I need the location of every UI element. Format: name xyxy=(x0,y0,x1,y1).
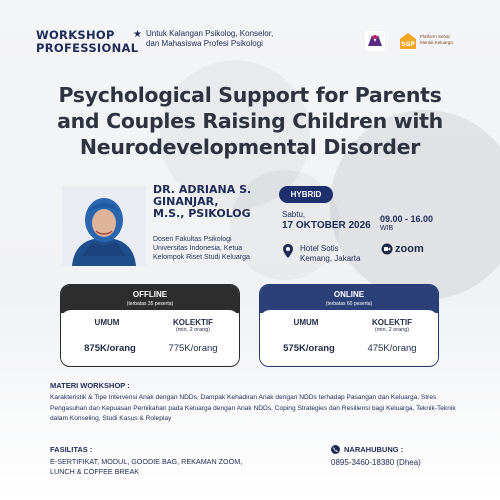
speaker-role-line: Dosen Fakultas Psikologi xyxy=(153,236,232,243)
mode-badge: HYBRID xyxy=(279,186,333,203)
partner-logo-icon xyxy=(398,31,418,51)
contact-number: 0895-3460-18380 (Dhea) xyxy=(331,458,421,467)
speaker-name xyxy=(153,184,278,220)
materi-text: Karakteristik & Tipe Intervensi Anak dengan NDDs, Dampak Kehadiran Anak dengan NDDs terhadap Pasangan dan Keluarga, Stres Pengasuhan dan Kepuasan Pernikahan pada Keluarga dengan Anak NDDs, Coping Strategies dan Resiliensi bagi Keluarga, Teknik-Teknik dalam Konseling, Studi Kasus & Roleplay xyxy=(50,394,456,422)
workshop-line: WORKSHOP xyxy=(36,28,115,42)
price-column-head: UMUM xyxy=(293,318,319,327)
fasilitas-heading: FASILITAS : xyxy=(50,445,93,454)
title-line: and Couples Raising Children with xyxy=(57,109,443,133)
price-mode-label: ONLINE xyxy=(333,290,365,299)
price-kolektif: 775K/orang xyxy=(168,343,218,354)
price-box-header xyxy=(61,285,239,313)
materi-heading: MATERI WORKSHOP : xyxy=(50,381,130,390)
workshop-label xyxy=(36,29,138,54)
svg-text:SGP: SGP xyxy=(401,41,415,48)
speaker-name-line: M.S., PSIKOLOG xyxy=(153,207,251,220)
audience-text xyxy=(146,29,316,49)
price-mode-label: OFFLINE xyxy=(132,290,168,299)
audience-note xyxy=(133,29,316,49)
price-column-head: UMUM xyxy=(94,318,120,327)
online-price-box xyxy=(259,284,439,367)
price-column-umum xyxy=(266,318,346,327)
event-day: Sabtu, xyxy=(282,210,306,219)
title-line: Psychological Support for Parents xyxy=(58,83,442,107)
video-camera-icon xyxy=(381,243,393,255)
event-time: 09.00 - 16.00 xyxy=(380,214,434,224)
contact-heading xyxy=(331,445,403,454)
event-timezone: WIB xyxy=(380,225,394,232)
speaker-photo xyxy=(62,186,146,266)
event-title xyxy=(30,82,470,160)
speaker-name-line: GINANJAR, xyxy=(153,195,219,208)
phone-icon xyxy=(331,445,340,454)
zoom-text: zoom xyxy=(395,243,424,255)
audience-line: Untuk Kalangan Psikolog, Konselor, xyxy=(145,29,274,38)
partner-logo-text: Platform Sehat Mental Keluarga xyxy=(420,34,453,45)
price-column-sub: (min. 2 orang) xyxy=(175,327,211,333)
event-date: 17 OKTOBER 2026 xyxy=(282,220,371,231)
workshop-line: PROFESSIONAL xyxy=(36,40,139,55)
price-column-sub: (min. 2 orang) xyxy=(374,327,410,333)
price-column-head: KOLEKTIF xyxy=(372,318,412,327)
speaker-role xyxy=(153,235,273,262)
speaker-role-line: Universitas Indonesia, Ketua xyxy=(153,245,243,252)
price-box-body xyxy=(260,310,438,365)
event-venue xyxy=(300,244,380,264)
organizer-logo-icon xyxy=(364,30,386,52)
fasilitas-line: E-SERTIFIKAT, MODUL, GOODIE BAG, REKAMAN ZOOM, xyxy=(50,457,243,466)
fasilitas-text xyxy=(50,457,300,477)
price-column-umum xyxy=(67,318,147,327)
price-box-body xyxy=(61,310,239,365)
venue-line: Hotel Sotis xyxy=(300,244,339,253)
audience-line: dan Mahasiswa Profesi Psikologi xyxy=(145,39,263,48)
price-umum: 575K/orang xyxy=(283,343,335,354)
star-icon: ★ xyxy=(133,29,142,40)
price-box-header xyxy=(260,285,438,313)
speaker-role-line: Kelompok Riset Studi Keluarga xyxy=(153,254,250,261)
zoom-logo xyxy=(381,243,424,255)
offline-price-box xyxy=(60,284,240,367)
location-pin-icon xyxy=(283,244,293,258)
price-kolektif: 475K/orang xyxy=(367,343,417,354)
venue-line: Kemang, Jakarta xyxy=(300,254,361,263)
contact-heading-text: NARAHUBUNG : xyxy=(344,445,404,454)
title-line: Neurodevelopmental Disorder xyxy=(79,135,421,159)
price-column-kolektif xyxy=(352,318,432,333)
fasilitas-line: LUNCH & COFFEE BREAK xyxy=(50,467,140,476)
price-column-head: KOLEKTIF xyxy=(173,318,213,327)
speaker-name-line: DR. ADRIANA S. xyxy=(153,183,252,196)
price-quota: (terbatas 60 peserta) xyxy=(325,301,373,307)
price-column-kolektif xyxy=(153,318,233,333)
price-quota: (terbatas 35 peserta) xyxy=(126,301,174,307)
price-umum: 875K/orang xyxy=(84,343,136,354)
